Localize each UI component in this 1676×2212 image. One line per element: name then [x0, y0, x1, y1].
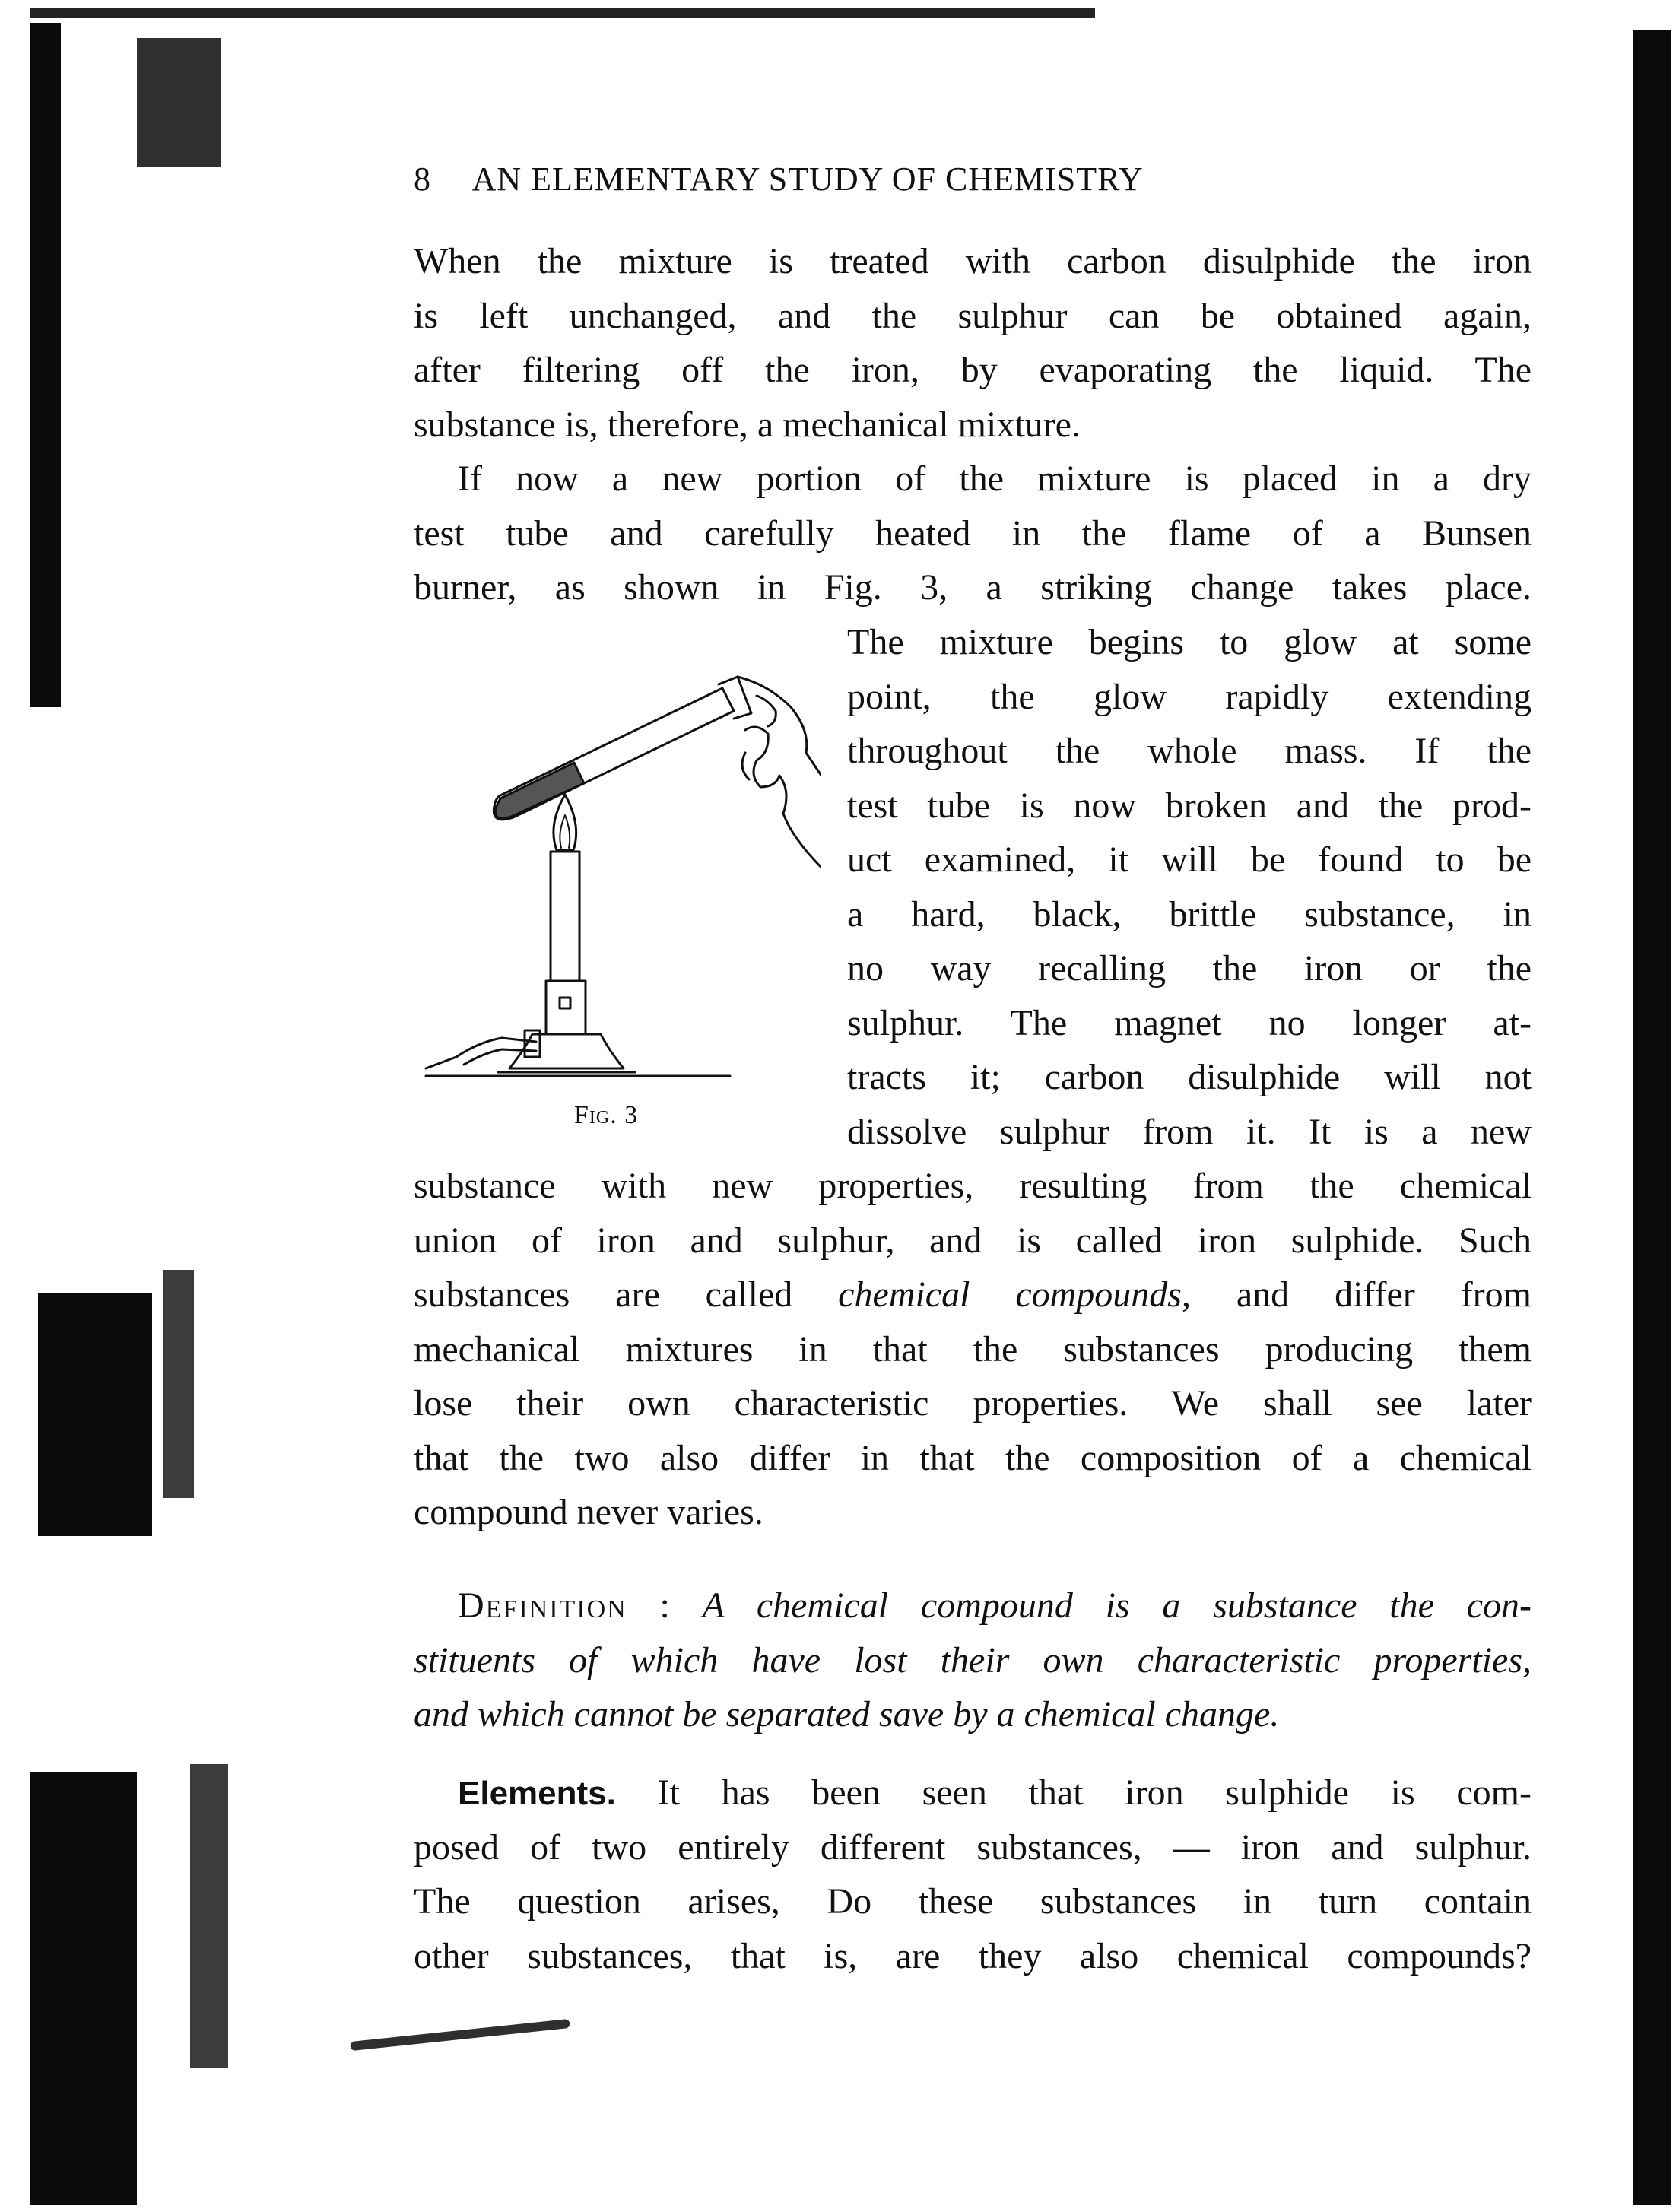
text-line: [414, 1633, 1532, 1688]
scan-edge-left-top: [30, 23, 61, 707]
air-hole: [560, 998, 570, 1008]
text-line: that the two also differ in that the composition of a chemical: [414, 1437, 1532, 1478]
caption-text: Fig. 3: [574, 1101, 639, 1129]
hand-outline-lower: [745, 727, 821, 882]
text-line: other substances, that is, are they also chemical compounds?: [414, 1935, 1532, 1976]
text-line: [414, 1579, 1532, 1633]
scan-smudge-bottom: [350, 2019, 570, 2051]
text-line: The question arises, Do these substances in turn contain: [414, 1881, 1532, 1922]
emphasis-chemical-compounds: chemical compounds: [838, 1274, 1182, 1315]
paragraph-heating-mixture: [414, 452, 1532, 615]
text-line: test tube and carefully heated in the flame of a Bunsen: [414, 513, 1532, 554]
text-line: [414, 1268, 1532, 1322]
text-line: uct examined, it will be found to be: [847, 839, 1532, 880]
text-line: test tube is now broken and the prod-: [847, 785, 1532, 826]
text-line: throughout the whole mass. If the: [847, 731, 1532, 771]
section-heading-elements: Elements.: [458, 1775, 616, 1812]
running-header: [414, 160, 1532, 198]
figure-caption: [574, 1101, 638, 1130]
text-line: substance is, therefore, a mechanical mixture.: [414, 404, 1081, 445]
text-line: a hard, black, brittle substance, in: [847, 893, 1532, 935]
definition-label: Definition: [458, 1585, 627, 1626]
definition-block: [414, 1579, 1532, 1742]
paragraph-compound-continued: [414, 1159, 1532, 1540]
scan-edge-left-bar: [163, 1270, 194, 1498]
scan-edge-left-bottom: [30, 1772, 137, 2205]
text-line: mechanical mixtures in that the substances producing them: [414, 1328, 1532, 1369]
text-line: is left unchanged, and the sulphur can be obtained again,: [414, 295, 1532, 336]
text-segment: substances are called: [414, 1274, 839, 1315]
flame: [554, 795, 576, 850]
running-title: AN ELEMENTARY STUDY OF CHEMISTRY: [471, 160, 1144, 198]
text-line: dissolve sulphur from it. It is a new: [847, 1111, 1532, 1152]
text-line: after filtering off the iron, by evaporating the liquid. The: [414, 350, 1532, 390]
hand-outline-upper: [738, 677, 821, 836]
text-line: [414, 1687, 1532, 1742]
text-segment: It has been seen that iron sulphide is com-: [615, 1772, 1532, 1813]
text-line: When the mixture is treated with carbon disulphide the iron: [414, 241, 1532, 281]
definition-text: and which cannot be separated save by a chemical change.: [414, 1694, 1280, 1734]
paragraph-mixture-treated: [414, 234, 1532, 452]
definition-text: stituents of which have lost their own characteristic properties,: [414, 1639, 1532, 1680]
text-line: sulphur. The magnet no longer at-: [847, 1002, 1532, 1043]
bunsen-burner-test-tube-figure: [411, 654, 821, 1171]
text-line: union of iron and sulphur, and is called iron sulphide. Such: [414, 1220, 1532, 1261]
finger: [742, 753, 749, 779]
text-line: The mixture begins to glow at some: [847, 622, 1532, 662]
definition-colon: :: [627, 1585, 703, 1626]
scan-edge-left-mark: [137, 38, 221, 167]
text-line: point, the glow rapidly extending: [847, 676, 1532, 717]
text-line: If now a new portion of the mixture is placed in a dry: [458, 459, 1532, 499]
scan-edge-left-bottom-bar: [190, 1764, 228, 2068]
scan-edge-top: [30, 8, 1095, 18]
text-line: no way recalling the iron or the: [847, 948, 1532, 989]
inner-flame: [560, 815, 570, 848]
text-segment: , and differ from: [1181, 1274, 1532, 1315]
definition-text: A chemical compound is a substance the con-: [702, 1585, 1532, 1626]
scan-edge-left-middle: [38, 1293, 152, 1536]
paragraph-elements: [414, 1766, 1532, 1983]
scan-edge-right: [1633, 30, 1671, 2205]
text-line: lose their own characteristic properties. We shall see later: [414, 1383, 1532, 1423]
thumb: [757, 696, 776, 726]
text-line: posed of two entirely different substances, — iron and sulphur.: [414, 1826, 1532, 1868]
text-line: burner, as shown in Fig. 3, a striking change takes place.: [414, 567, 1532, 608]
text-line: substance with new properties, resulting from the chemical: [414, 1166, 1532, 1206]
text-line: tracts it; carbon disulphide will not: [847, 1057, 1532, 1097]
text-line: compound never varies.: [414, 1492, 763, 1532]
page-number: 8: [414, 160, 431, 198]
text-line: [414, 1766, 1532, 1820]
